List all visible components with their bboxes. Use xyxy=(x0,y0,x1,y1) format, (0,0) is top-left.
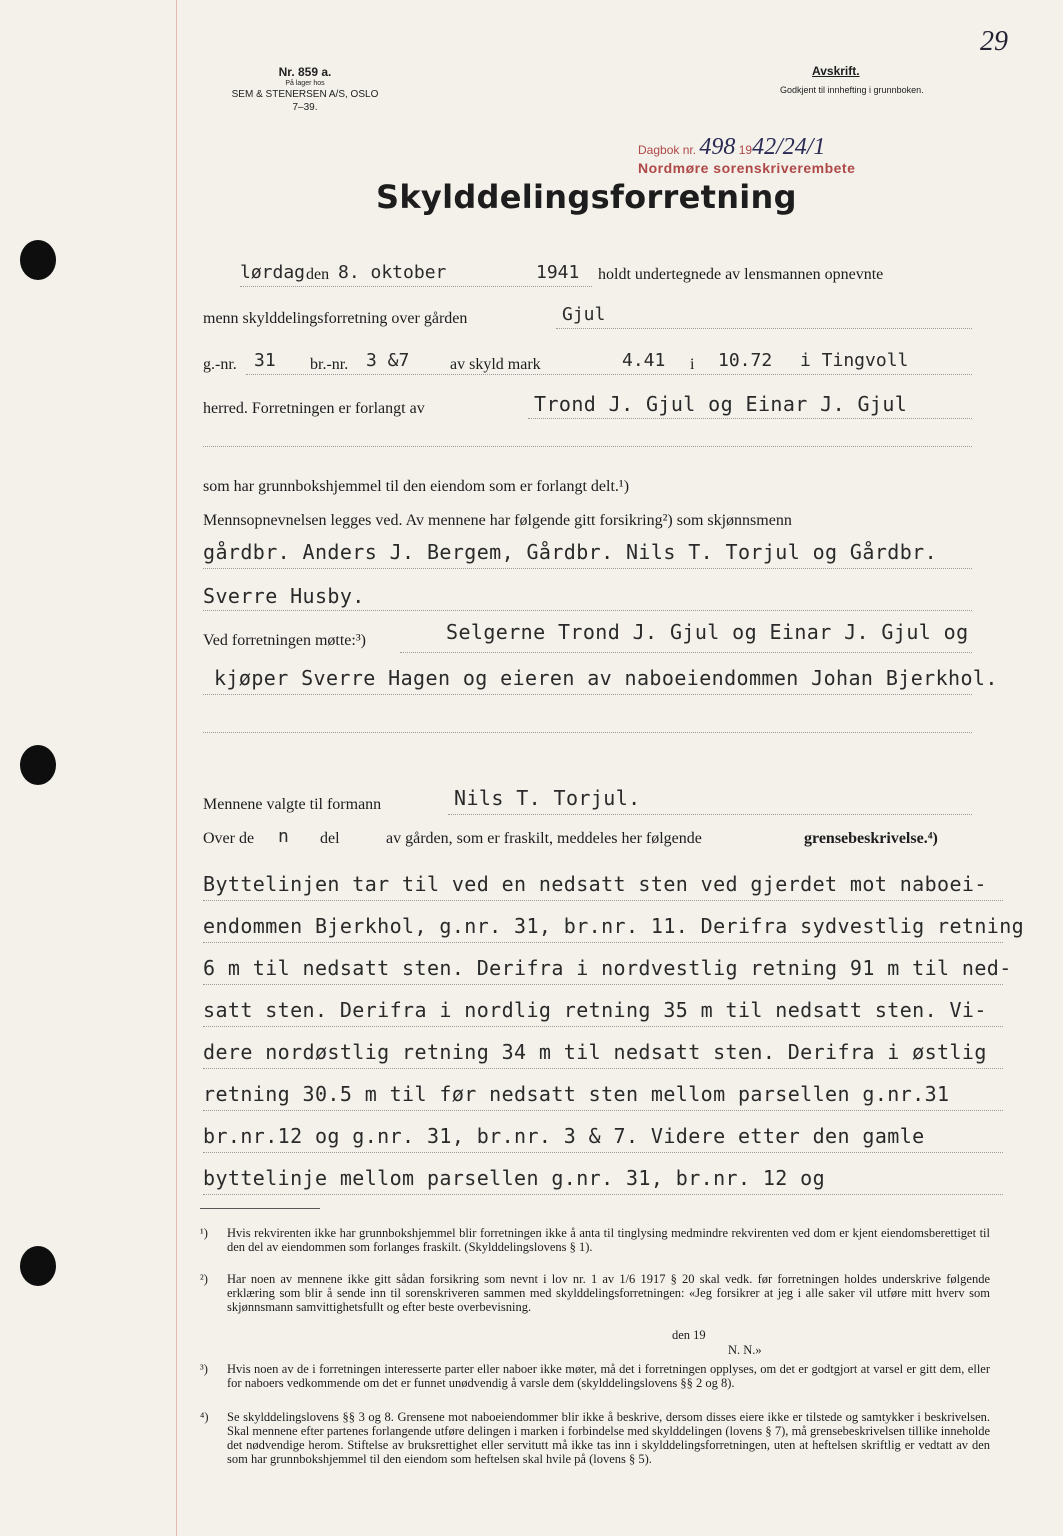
skyld-value: 4.41 xyxy=(622,350,666,371)
document-title: Skylddelingsforretning xyxy=(376,178,797,216)
over-de-value: n xyxy=(278,826,289,847)
punch-hole xyxy=(20,745,56,785)
footnote-signature xyxy=(728,1343,828,1357)
footnote xyxy=(200,1226,990,1254)
dotted-line xyxy=(203,694,972,695)
dagbok-stamp xyxy=(638,134,825,161)
day-value: lørdag xyxy=(240,262,306,283)
gnr-value: 31 xyxy=(254,350,276,371)
publisher-name: SEM & STENERSEN A/S, OSLO xyxy=(231,89,379,100)
footnote-mark: ³) xyxy=(200,1362,208,1376)
requested-by: Trond J. Gjul og Einar J. Gjul xyxy=(534,392,908,416)
footnote-signature-date xyxy=(672,1328,872,1342)
brnr-label: br.-nr. xyxy=(310,356,349,373)
mennsopnevnelsen-text: Mennsopnevnelsen legges ved. Av mennene har følgende gitt forsikring²) som skjønnsmenn xyxy=(203,512,792,529)
footnote-mark: ¹) xyxy=(200,1226,208,1240)
over-de-label: Over de xyxy=(203,830,255,847)
herred-text: herred. Forretningen er forlangt av xyxy=(203,400,425,417)
dagbok-year-prefix: 19 xyxy=(738,143,753,157)
dagbok-year-date: 42/24/1 xyxy=(752,134,826,160)
footnote xyxy=(200,1272,990,1314)
fraskilt-text: av gården, som er fraskilt, meddeles her følgende xyxy=(386,830,702,847)
office-stamp: Nordmøre sorenskriverembete xyxy=(638,160,856,176)
year-value: 1941 xyxy=(536,262,580,283)
footnote-signature-name: N. N.» xyxy=(728,1343,762,1357)
dagbok-label: Dagbok nr. xyxy=(638,143,697,157)
footnote-mark: ⁴) xyxy=(200,1410,209,1424)
dotted-line xyxy=(203,610,972,611)
skyld-label: av skyld mark xyxy=(450,356,541,373)
footnote-text: Har noen av mennene ikke gitt sådan forsikring som nevnt i lov nr. 1 av 1/6 1917 § 20 skal vedk. før forretningen holdes underskrive følgende erklæring som blir å sende inn til sorenskriveren sammen med skylddelingsforretningen: «Jeg forsikrer at jeg i alle saker vil utføre mitt hverv som skjønnsmann samvittighetsfullt og efter beste overbevisning. xyxy=(227,1272,990,1314)
punch-hole xyxy=(20,1246,56,1286)
dotted-line xyxy=(246,374,972,375)
men-line: Sverre Husby. xyxy=(203,584,365,608)
dotted-line xyxy=(556,328,972,329)
form-number-block xyxy=(220,66,390,114)
men-line: gårdbr. Anders J. Bergem, Gårdbr. Nils T. Torjul og Gårdbr. xyxy=(203,540,938,564)
den-label: den xyxy=(306,266,330,283)
dotted-line xyxy=(203,900,1003,901)
footnote-text: Hvis noen av de i forretningen interesserte parter eller naboer ikke møter, må det i forretningen opplyses, om det er godtgjort at varsel er gitt dem, eller for naboers vedkommende om det er funnet unødvendig å varsle dem (skylddelingslovens §§ 2 og 8). xyxy=(227,1362,990,1390)
dotted-line xyxy=(203,1068,1003,1069)
avskrift-label: Avskrift. xyxy=(812,64,860,78)
mote-label: Ved forretningen møtte:³) xyxy=(203,632,366,649)
footnote-text: Hvis rekvirenten ikke har grunnbokshjemmel blir forretningen ikke å anta til tinglysing medmindre rekvirenten ved dom er kjent eiendomsberettiget til den del av eiendommen som forlanges fraskilt. (Skylddelingslovens § 1). xyxy=(227,1226,990,1254)
punch-hole xyxy=(20,240,56,280)
margin-line xyxy=(176,0,177,1536)
skyld-total: 10.72 xyxy=(718,350,773,371)
footnote-text: Se skylddelingslovens §§ 3 og 8. Grensene mot naboeiendommer blir ikke å beskrive, dersom disses eiere ikke er tilstede og samtykker i beskrivelsen. Skal mennene efter partenes forlangende utføre delingen i marken i forbindelse med skylddelingen (lovens § 7), må grensebeskrivelsen tillike inneholde det nødvendige herom. Stiftelse av bruksrettighet eller servitutt må ikke tas inn i skylddelingsforretningen, uten at heftelsen skriftlig er vedtatt av den som har grunnbokshjemmel til den eiendom som heftelsen skal hvile på (lovens § 5). xyxy=(227,1410,990,1466)
dotted-line xyxy=(448,814,972,815)
footnote-mark: ²) xyxy=(200,1272,208,1286)
dotted-line xyxy=(203,732,972,733)
i-label: i xyxy=(690,356,695,373)
dotted-line xyxy=(203,446,972,447)
footnote xyxy=(200,1362,990,1390)
grunnbok-text: som har grunnbokshjemmel til den eiendom som er forlangt delt.¹) xyxy=(203,478,630,495)
description-line: byttelinje mellom parsellen g.nr. 31, br.nr. 12 og xyxy=(203,1166,826,1190)
description-line: br.nr.12 og g.nr. 31, br.nr. 3 & 7. Videre etter den gamle xyxy=(203,1124,925,1148)
description-line: 6 m til nedsatt sten. Derifra i nordvestlig retning 91 m til ned- xyxy=(203,956,1012,980)
dotted-line xyxy=(240,286,592,287)
form-number: Nr. 859 a. xyxy=(278,65,332,79)
municipality-value: i Tingvoll xyxy=(800,350,909,371)
dotted-line xyxy=(203,1152,1003,1153)
grense-label: grensebeskrivelse.⁴) xyxy=(804,830,938,847)
description-line: endommen Bjerkhol, g.nr. 31, br.nr. 11. Derifra sydvestlig retning xyxy=(203,914,1025,938)
footnote xyxy=(200,1410,990,1466)
footnote-date-line: den 19 xyxy=(672,1328,706,1342)
date-value: 8. oktober xyxy=(338,262,447,283)
dagbok-number: 498 xyxy=(699,134,736,160)
menn-text: menn skylddelingsforretning over gården xyxy=(203,310,468,327)
mote-line: Selgerne Trond J. Gjul og Einar J. Gjul og xyxy=(446,620,969,644)
dotted-line xyxy=(203,568,972,569)
dotted-line xyxy=(400,652,972,653)
publisher-line: På lager hos xyxy=(285,80,325,87)
del-text: del xyxy=(320,830,340,847)
gnr-label: g.-nr. xyxy=(203,356,237,373)
farm-value: Gjul xyxy=(562,304,606,325)
dotted-line xyxy=(203,1194,1003,1195)
formann-label: Mennene valgte til formann xyxy=(203,796,382,813)
description-line: Byttelinjen tar til ved en nedsatt sten ved gjerdet mot naboei- xyxy=(203,872,987,896)
mote-line: kjøper Sverre Hagen og eieren av naboeiendommen Johan Bjerkhol. xyxy=(214,666,998,690)
dotted-line xyxy=(203,1026,1003,1027)
dotted-line xyxy=(203,984,1003,985)
godkjent-label: Godkjent til innhefting i grunnboken. xyxy=(780,85,924,95)
publisher-date: 7–39. xyxy=(292,102,318,113)
formann-value: Nils T. Torjul. xyxy=(454,786,641,810)
footnote-separator xyxy=(200,1208,320,1209)
dotted-line xyxy=(203,1110,1003,1111)
dotted-line xyxy=(528,418,972,419)
description-line: retning 30.5 m til før nedsatt sten mellom parsellen g.nr.31 xyxy=(203,1082,950,1106)
description-line: satt sten. Derifra i nordlig retning 35 m til nedsatt sten. Vi- xyxy=(203,998,987,1022)
dotted-line xyxy=(203,942,1003,943)
brnr-value: 3 &7 xyxy=(366,350,410,371)
holdt-text: holdt undertegnede av lensmannen opnevnte xyxy=(598,266,884,283)
description-line: dere nordøstlig retning 34 m til nedsatt sten. Derifra i østlig xyxy=(203,1040,987,1064)
page-number: 29 xyxy=(980,26,1008,57)
